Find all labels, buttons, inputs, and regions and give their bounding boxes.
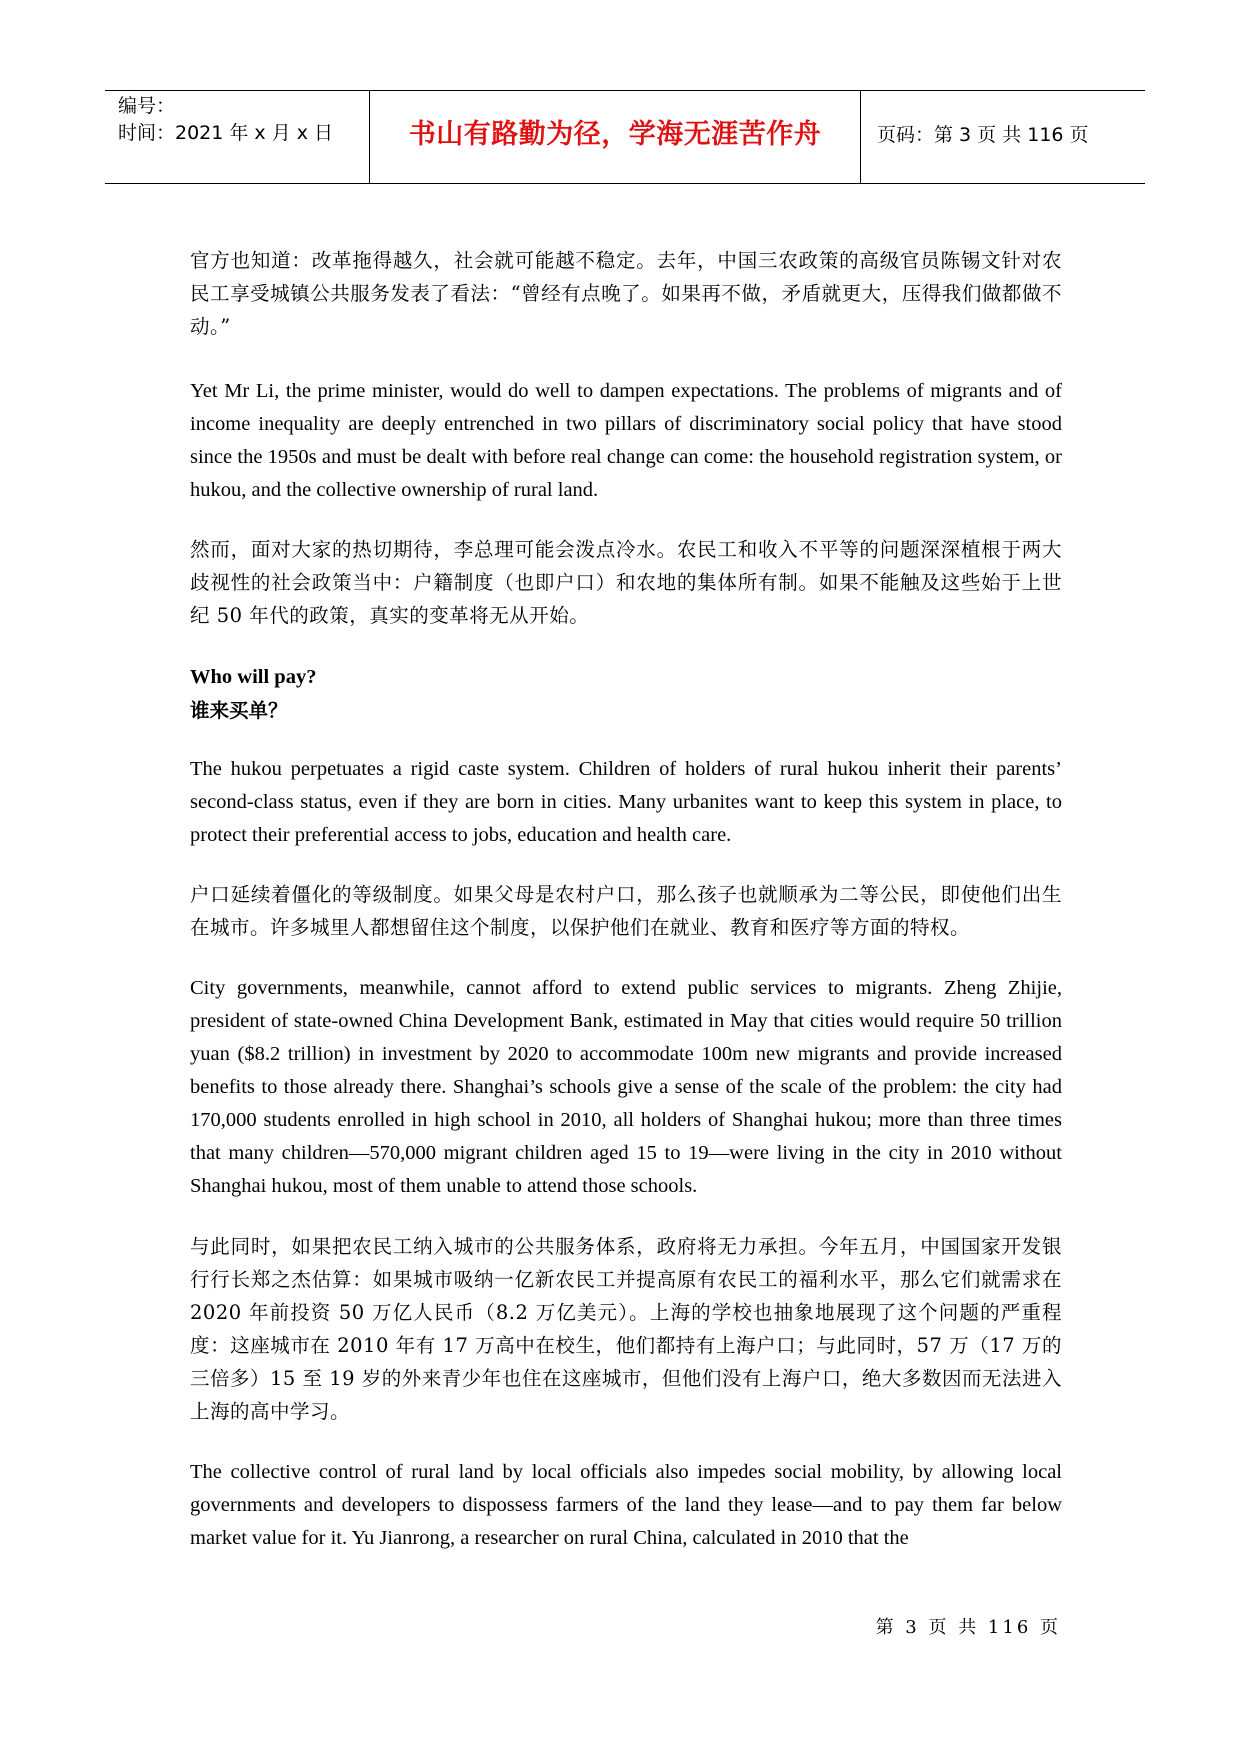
page-header: [105, 90, 1145, 184]
paragraph: 然而，面对大家的热切期待，李总理可能会泼点冷水。农民工和收入不平等的问题深深植根于两大歧视性的社会政策当中：户籍制度（也即户口）和农地的集体所有制。如果不能触及这些始于上世纪 50 年代的政策，真实的变革将无从开始。: [190, 538, 1062, 627]
paragraph: 与此同时，如果把农民工纳入城市的公共服务体系，政府将无力承担。今年五月，中国国家开发银行行长郑之杰估算：如果城市吸纳一亿新农民工并提高原有农民工的福利水平，那么它们就需求在 2020 年前投资 50 万亿人民币（8.2 万亿美元）。上海的学校也抽象地展现了这个问题的严重程度：这座城市在 2010 年有 17 万高中在校生，他们都持有上海户口；与此同时，57 万（17 万的三倍多）15 至 19 岁的外来青少年也住在这座城市，但他们没有上海户口，绝大多数因而无法进入上海的高中学习。: [190, 1235, 1062, 1423]
header-page-cell: [861, 91, 1145, 183]
header-page-info: 页码：第 3 页 共 116 页: [877, 124, 1089, 146]
section-heading-en: Who will pay?: [190, 666, 317, 688]
paragraph: 官方也知道：改革拖得越久，社会就可能越不稳定。去年，中国三农政策的高级官员陈锡文针对农民工享受城镇公共服务发表了看法：“曾经有点晚了。如果再不做，矛盾就更大，压得我们做都做不动。”: [190, 249, 1062, 338]
date-label: 时间：2021 年 x 月 x 日: [118, 122, 334, 144]
paragraph: The collective control of rural land by local officials also impedes social mobility, by allowing local governments and developers to dispossess farmers of the land they lease—and to pay them far below market value for it. Yu Jianrong, a researcher on rural China, calculated in 2010 that the: [190, 1461, 1062, 1549]
section-heading-zh: 谁来买单？: [190, 699, 288, 722]
paragraph: City governments, meanwhile, cannot afford to extend public services to migrants. Zheng Zhijie, president of state-owned China Development Bank, estimated in May that cities would require 50 trillion yuan ($8.2 trillion) in investment by 2020 to accommodate 100m new migrants and provide increased benefits to those already there. Shanghai’s schools give a sense of the scale of the problem: the city had 170,000 students enrolled in high school in 2010, all holders of Shanghai hukou; more than three times that many children—570,000 migrant children aged 15 to 19—were living in the city in 2010 without Shanghai hukou, most of them unable to attend those schools.: [190, 977, 1062, 1197]
header-meta-cell: [105, 91, 369, 183]
paragraph: Yet Mr Li, the prime minister, would do well to dampen expectations. The problems of migrants and of income inequality are deeply entrenched in two pillars of discriminatory social policy that have stood since the 1950s and must be dealt with before real change can come: the household registration system, or hukou, and the collective ownership of rural land.: [190, 380, 1062, 501]
paragraph: The hukou perpetuates a rigid caste system. Children of holders of rural hukou inherit their parents’ second-class status, even if they are born in cities. Many urbanites want to keep this system in place, to protect their preferential access to jobs, education and health care.: [190, 758, 1062, 846]
paragraph: 户口延续着僵化的等级制度。如果父母是农村户口，那么孩子也就顺承为二等公民，即使他们出生在城市。许多城里人都想留住这个制度，以保护他们在就业、教育和医疗等方面的特权。: [190, 883, 1062, 939]
header-motto-cell: [369, 91, 861, 183]
document-body: [190, 244, 1062, 1555]
motto-text: 书山有路勤为径，学海无涯苦作舟: [408, 119, 822, 150]
number-label: 编号：: [118, 95, 176, 117]
page-footer: 第 3 页 共 116 页: [875, 1617, 1061, 1638]
